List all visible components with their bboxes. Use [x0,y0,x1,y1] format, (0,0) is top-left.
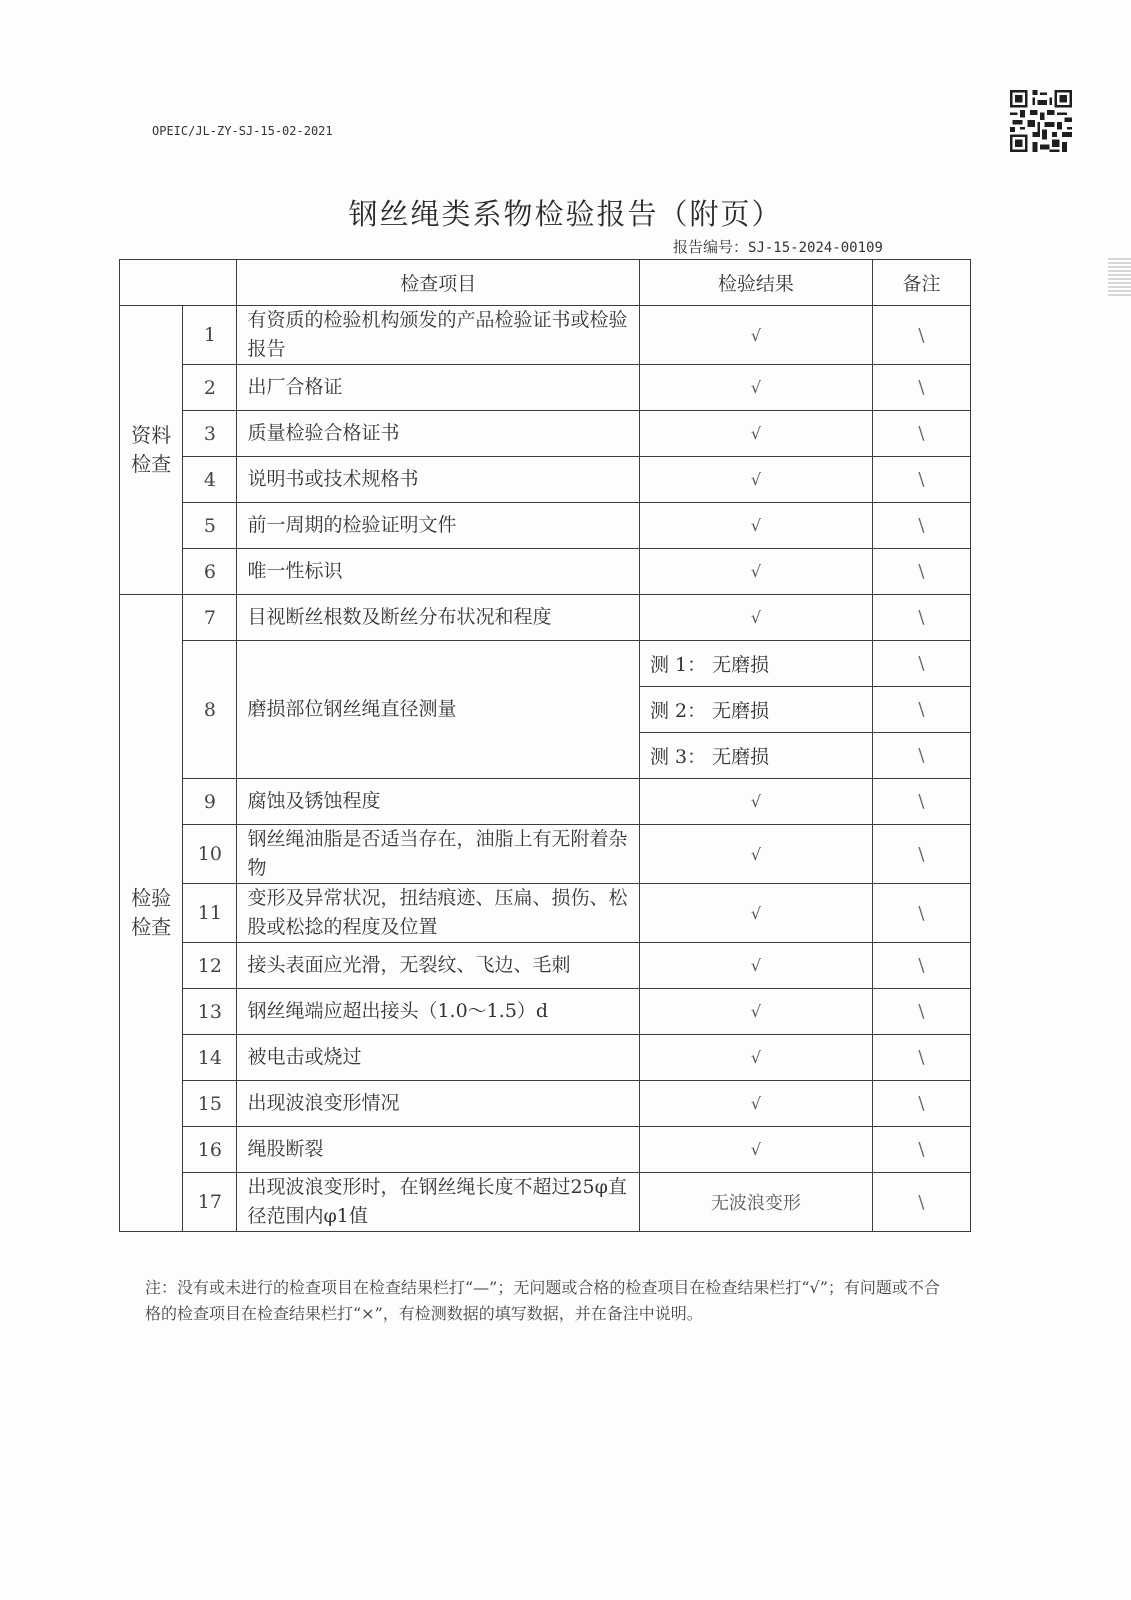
row-number: 9 [183,779,237,825]
row-result: √ [639,1035,872,1081]
table-row [120,457,971,503]
row-number: 1 [183,306,237,365]
row-remark: \ [872,595,970,641]
row-item: 被电击或烧过 [237,1035,640,1081]
row-item: 钢丝绳端应超出接头（1.0～1.5）d [237,989,640,1035]
row-item: 目视断丝根数及断丝分布状况和程度 [237,595,640,641]
row-item: 腐蚀及锈蚀程度 [237,779,640,825]
row-number: 11 [183,884,237,943]
row-number: 12 [183,943,237,989]
header-blank-cell [120,260,237,306]
table-row [120,641,971,687]
row-result: √ [639,943,872,989]
row-item: 质量检验合格证书 [237,411,640,457]
row-remark: \ [872,457,970,503]
row-number: 17 [183,1173,237,1232]
table-header-row [120,260,971,306]
row-remark: \ [872,1035,970,1081]
inspection-table [119,259,971,1232]
row-item: 变形及异常状况，扭结痕迹、压扁、损伤、松股或松捻的程度及位置 [237,884,640,943]
scan-edge-mark [1108,258,1131,298]
measurement-result: 测 3： 无磨损 [639,733,872,779]
header-result: 检验结果 [639,260,872,306]
row-number: 2 [183,365,237,411]
row-result: 无波浪变形 [639,1173,872,1232]
row-result: √ [639,549,872,595]
row-result: √ [639,306,872,365]
row-item: 绳股断裂 [237,1127,640,1173]
row-result: √ [639,1127,872,1173]
row-number: 15 [183,1081,237,1127]
group-inspection: 检验检查 [120,595,183,1232]
row-item: 唯一性标识 [237,549,640,595]
row-result: √ [639,1081,872,1127]
row-remark: \ [872,884,970,943]
measurement-result: 测 1： 无磨损 [639,641,872,687]
row-result: √ [639,503,872,549]
table-row [120,1035,971,1081]
row-number: 16 [183,1127,237,1173]
row-number: 13 [183,989,237,1035]
row-item: 出现波浪变形情况 [237,1081,640,1127]
row-item: 出现波浪变形时，在钢丝绳长度不超过25φ直径范围内φ1值 [237,1173,640,1232]
row-remark: \ [872,1173,970,1232]
row-item: 说明书或技术规格书 [237,457,640,503]
row-item: 接头表面应光滑，无裂纹、飞边、毛刺 [237,943,640,989]
report-number-value: SJ-15-2024-00109 [748,240,883,256]
row-remark: \ [872,306,970,365]
qr-code-icon [1010,90,1072,152]
row-remark: \ [872,1081,970,1127]
row-item: 磨损部位钢丝绳直径测量 [237,641,640,779]
row-remark: \ [872,989,970,1035]
table-row [120,411,971,457]
row-number: 4 [183,457,237,503]
row-remark: \ [872,549,970,595]
row-item: 钢丝绳油脂是否适当存在，油脂上有无附着杂物 [237,825,640,884]
table-row [120,779,971,825]
row-remark: \ [872,779,970,825]
row-remark: \ [872,365,970,411]
header-remark: 备注 [872,260,970,306]
row-result: √ [639,989,872,1035]
measurement-remark: \ [872,641,970,687]
table-row [120,943,971,989]
row-number: 5 [183,503,237,549]
table-row [120,1173,971,1232]
table-row [120,1081,971,1127]
page-title: 钢丝绳类系物检验报告（附页） [348,197,783,231]
row-remark: \ [872,411,970,457]
document-code: OPEIC/JL-ZY-SJ-15-02-2021 [152,124,333,138]
row-number: 6 [183,549,237,595]
table-row [120,365,971,411]
table-row [120,595,971,641]
row-item: 出厂合格证 [237,365,640,411]
measurement-remark: \ [872,687,970,733]
group-doc-check: 资料检查 [120,306,183,595]
footnote: 注：没有或未进行的检查项目在检查结果栏打“—”；无问题或合格的检查项目在检查结果栏打“√”；有问题或不合格的检查项目在检查结果栏打“×”，有检测数据的填写数据，并在备注中说明。 [145,1278,940,1323]
row-remark: \ [872,943,970,989]
row-result: √ [639,779,872,825]
row-number: 14 [183,1035,237,1081]
row-result: √ [639,825,872,884]
table-row [120,1127,971,1173]
row-result: √ [639,365,872,411]
table-row [120,989,971,1035]
report-number-label: 报告编号： [673,238,749,256]
row-result: √ [639,595,872,641]
row-number: 7 [183,595,237,641]
table-row [120,503,971,549]
row-result: √ [639,884,872,943]
report-number [673,236,883,257]
row-result: √ [639,411,872,457]
row-result: √ [639,457,872,503]
table-row [120,549,971,595]
row-number: 8 [183,641,237,779]
measurement-remark: \ [872,733,970,779]
row-number: 10 [183,825,237,884]
measurement-result: 测 2： 无磨损 [639,687,872,733]
row-remark: \ [872,1127,970,1173]
row-remark: \ [872,825,970,884]
table-row [120,884,971,943]
row-item: 前一周期的检验证明文件 [237,503,640,549]
table-row [120,825,971,884]
row-number: 3 [183,411,237,457]
row-item: 有资质的检验机构颁发的产品检验证书或检验报告 [237,306,640,365]
row-remark: \ [872,503,970,549]
header-item: 检查项目 [237,260,640,306]
table-row [120,306,971,365]
